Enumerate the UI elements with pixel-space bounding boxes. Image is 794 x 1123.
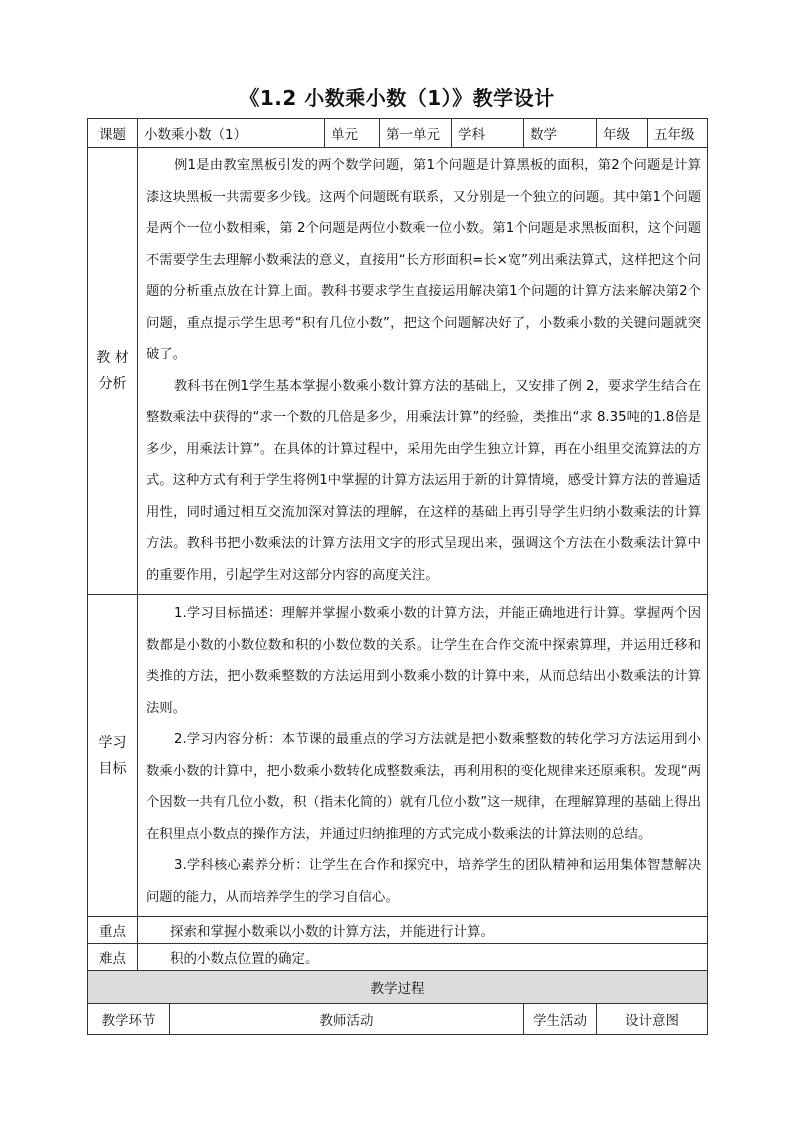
analysis-content [138,148,708,595]
goal-paragraph: 3.学科核心素养分析：让学生在合作和探究中，培养学生的团队精神和运用集体智慧解决问题的能力，从而培养学生的学习自信心。 [146,858,701,905]
goals-row [88,595,708,917]
difficulty-label: 难点 [88,944,138,971]
page-title: 《1.2 小数乘小数（1）》教学设计 [239,86,555,110]
key-point-value: 探索和掌握小数乘以小数的计算方法，并能进行计算。 [138,917,708,944]
goal-paragraph: 2.学习内容分析：本节课的最重点的学习方法就是把小数乘整数的转化学习方法运用到小数乘小数的计算中，把小数乘小数转化成整数乘法，再利用积的变化规律来还原乘积。发现“两个因数一共有几位小数，积（指未化简的）就有几位小数”这一规律，在理解算理的基础上得出在积里点小数点的操作方法，并通过归纳推理的方式完成小数乘法的计算法则的总结。 [146,732,701,842]
goals-label-line1: 学习 [98,734,127,751]
analysis-label [88,148,138,595]
process-col-intent: 设计意图 [597,1004,708,1035]
unit-value: 第一单元 [380,119,452,148]
key-point-row [88,917,708,944]
key-point-label: 重点 [88,917,138,944]
analysis-label-line2: 分析 [98,376,127,392]
lesson-design-table [87,118,708,1035]
grade-value: 五年级 [648,119,708,148]
grade-label: 年级 [597,119,648,148]
process-col-student: 学生活动 [524,1004,597,1035]
goal-paragraph: 1.学习目标描述：理解并掌握小数乘小数的计算方法，并能正确地进行计算。掌握两个因数都是小数的小数位数和积的小数位数的关系。让学生在合作交流中探索算理，并运用迁移和类推的方法，把小数乘整数的方法运用到小数乘小数的计算中来，从而总结出小数乘法的计算法则。 [146,606,701,716]
header-row [88,119,708,148]
subject-label: 学科 [452,119,524,148]
unit-label: 单元 [325,119,380,148]
goals-label [88,595,138,917]
process-banner: 教学过程 [88,971,708,1004]
difficulty-value: 积的小数点位置的确定。 [138,944,708,971]
process-banner-row [88,971,708,1004]
process-col-stage: 教学环节 [88,1004,170,1035]
analysis-paragraph: 教科书在例1学生基本掌握小数乘小数计算方法的基础上，又安排了例 2，要求学生结合在整数乘法中获得的“求一个数的几倍是多少，用乘法计算”的经验，类推出“求 8.35吨的1.8倍是多少，用乘法计算”。在具体的计算过程中，采用先由学生独立计算，再在小组里交流算法的方式。这种方式有利于学生将例1中掌握的计算方法运用于新的计算情境，感受计算方法的普遍适用性，同时通过相互交流加深对算法的理解，在这样的基础上再引导学生归纳小数乘法的计算方法。教科书把小数乘法的计算方法用文字的形式呈现出来，强调这个方法在小数乘法计算中的重要作用，引起学生对这部分内容的高度关注。 [146,378,701,583]
subject-value: 数学 [524,119,597,148]
analysis-row [88,148,708,595]
goals-label-line2: 目标 [98,760,127,777]
topic-label: 课题 [88,119,138,148]
difficulty-row [88,944,708,971]
process-col-teacher: 教师活动 [170,1004,524,1035]
topic-value: 小数乘小数（1） [138,119,325,148]
analysis-paragraph: 例1是由教室黑板引发的两个数学问题，第1个问题是计算黑板的面积，第2个问题是计算漆这块黑板一共需要多少钱。这两个问题既有联系，又分别是一个独立的问题。其中第1个问题是两个一位小数相乘，第 2个问题是两位小数乘一位小数。第1个问题是求黑板面积，这个问题不需要学生去理解小数乘法的意义，直接用“长方形面积=长×宽”列出乘法算式，这样把这个问题的分析重点放在计算上面。教科书要求学生直接运用解决第1个问题的计算方法来解决第2个问题，重点提示学生思考“积有几位小数”，把这个问题解决好了，小数乘小数的关键问题就突破了。 [146,158,701,362]
goals-content [138,595,708,917]
process-header-row [88,1004,708,1035]
analysis-label-line1: 教 材 [96,350,129,366]
